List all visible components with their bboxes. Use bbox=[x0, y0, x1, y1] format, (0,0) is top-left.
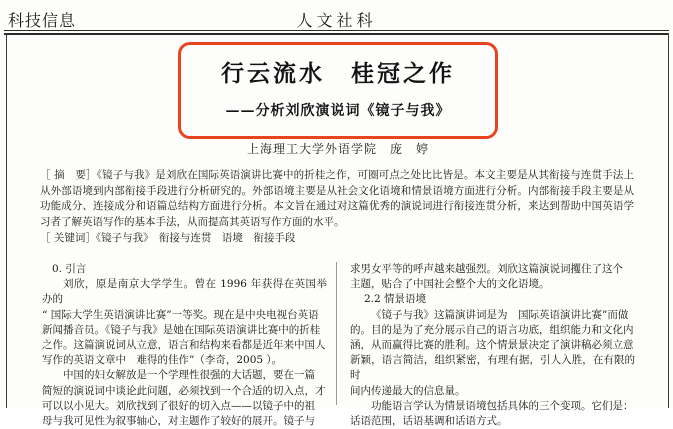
keywords-label: ［ 关键词］ bbox=[40, 232, 96, 244]
body-line: 《镜子与我》这篇演讲词是为 国际英语演讲比赛”而做 bbox=[371, 308, 629, 321]
header-rule-thin bbox=[4, 30, 669, 31]
body-line: 之作。这篇演说词从立意，语言和结构来看都是近年来中国人 bbox=[42, 339, 326, 352]
author-byline: 上海理工大学外语学院 庞 婷 bbox=[246, 142, 429, 156]
body-line: 中国的妇女解放是一个学理性很强的大话题，要在一篇 bbox=[63, 369, 315, 382]
page-subtitle: ——分析刘欣演说词《镜子与我》 bbox=[225, 103, 451, 119]
abstract-paragraph bbox=[40, 168, 634, 230]
body-line: 间内传递最大的信息量。 bbox=[350, 384, 466, 397]
body-line: 新闻播音员。《镜子与我》是她在国际英语演讲比赛中的折桂 bbox=[42, 323, 321, 336]
keywords-paragraph bbox=[40, 231, 634, 247]
body-line: 刘欣，原是南京大学学生。曾在 1996 年获得在英国举办的 bbox=[42, 278, 327, 306]
body-column-left bbox=[42, 262, 327, 428]
running-head bbox=[0, 6, 673, 36]
page-title: 行云流水 桂冠之作 bbox=[221, 60, 455, 87]
body-line: 主题，贴合了中国社会整个大的文化语境。 bbox=[350, 278, 550, 291]
column-separator bbox=[336, 262, 337, 405]
body-line: 母与我可见性为叙事轴心，对主题作了较好的展开。镜子与 bbox=[42, 415, 315, 428]
body-line: 写作的英语文章中 难得的佳作”（李奇，2005 ）。 bbox=[42, 354, 283, 367]
body-line: 涵，从而赢得比赛的胜利。这个情景景决定了演讲稿必须立意 bbox=[350, 339, 634, 352]
keywords-text: 《镜子与我》 衔接与连贯 语境 衔接手段 bbox=[95, 232, 296, 244]
body-line: 2.2 情景语境 bbox=[364, 293, 427, 306]
abstract-text: 《镜子与我》是刘欣在国际英语演讲比赛中的折桂之作，可圈可点之处比比皆是。本文主要是从其衔接与连贯手法上从外部语境到内部衔接手段进行分析研究的。外部语境主要是从社会文化语境和情景语境方面进行分析。内部衔接手段主要是从功能成分、连接成分和语篇总结构方面进行分析。本文旨在通过对这篇优秀的演说词进行衔接连贯分析，来达到帮助中国英语学习者了解英语写作的基本手法，从而提高其英语写作方面的水平。 bbox=[40, 169, 634, 228]
body-line: 0. 引言 bbox=[52, 263, 87, 275]
body-line: 简短的演说词中谈论此问题，必须找到一个合适的切入点，才 bbox=[42, 384, 326, 397]
body-column-right bbox=[350, 262, 635, 428]
page-border-left bbox=[6, 33, 7, 408]
body-line: 可以以小见大。刘欣找到了很好的切入点——以镜子中的祖 bbox=[42, 399, 315, 412]
body-line: 求男女平等的呼声越来越强烈。刘欣这篇演说词攫住了这个 bbox=[350, 263, 623, 275]
abstract-block bbox=[40, 168, 634, 248]
page-border-right bbox=[668, 33, 669, 408]
body-line: 新颖，语言简洁，组织紧密，有理有据，引人入胜，在有限的时 bbox=[350, 354, 635, 382]
body-line: 功能语言学认为情景语境包括具体的三个变项。它们是： bbox=[371, 399, 634, 412]
body-line: 话语范围，话语基调和话语方式。 bbox=[350, 415, 508, 428]
body-line: “ 国际大学生英语演讲比赛”一等奖。现在是中央电视台英语 bbox=[42, 308, 319, 321]
body-line: 的。目的是为了充分展示自己的语言功底，组织能力和文化内 bbox=[350, 323, 634, 336]
abstract-label: ［ 摘 要］ bbox=[40, 169, 97, 181]
running-head-center: 人文社科 bbox=[296, 11, 377, 30]
header-rule-thick bbox=[4, 33, 669, 35]
running-head-left: 科技信息 bbox=[8, 11, 77, 30]
